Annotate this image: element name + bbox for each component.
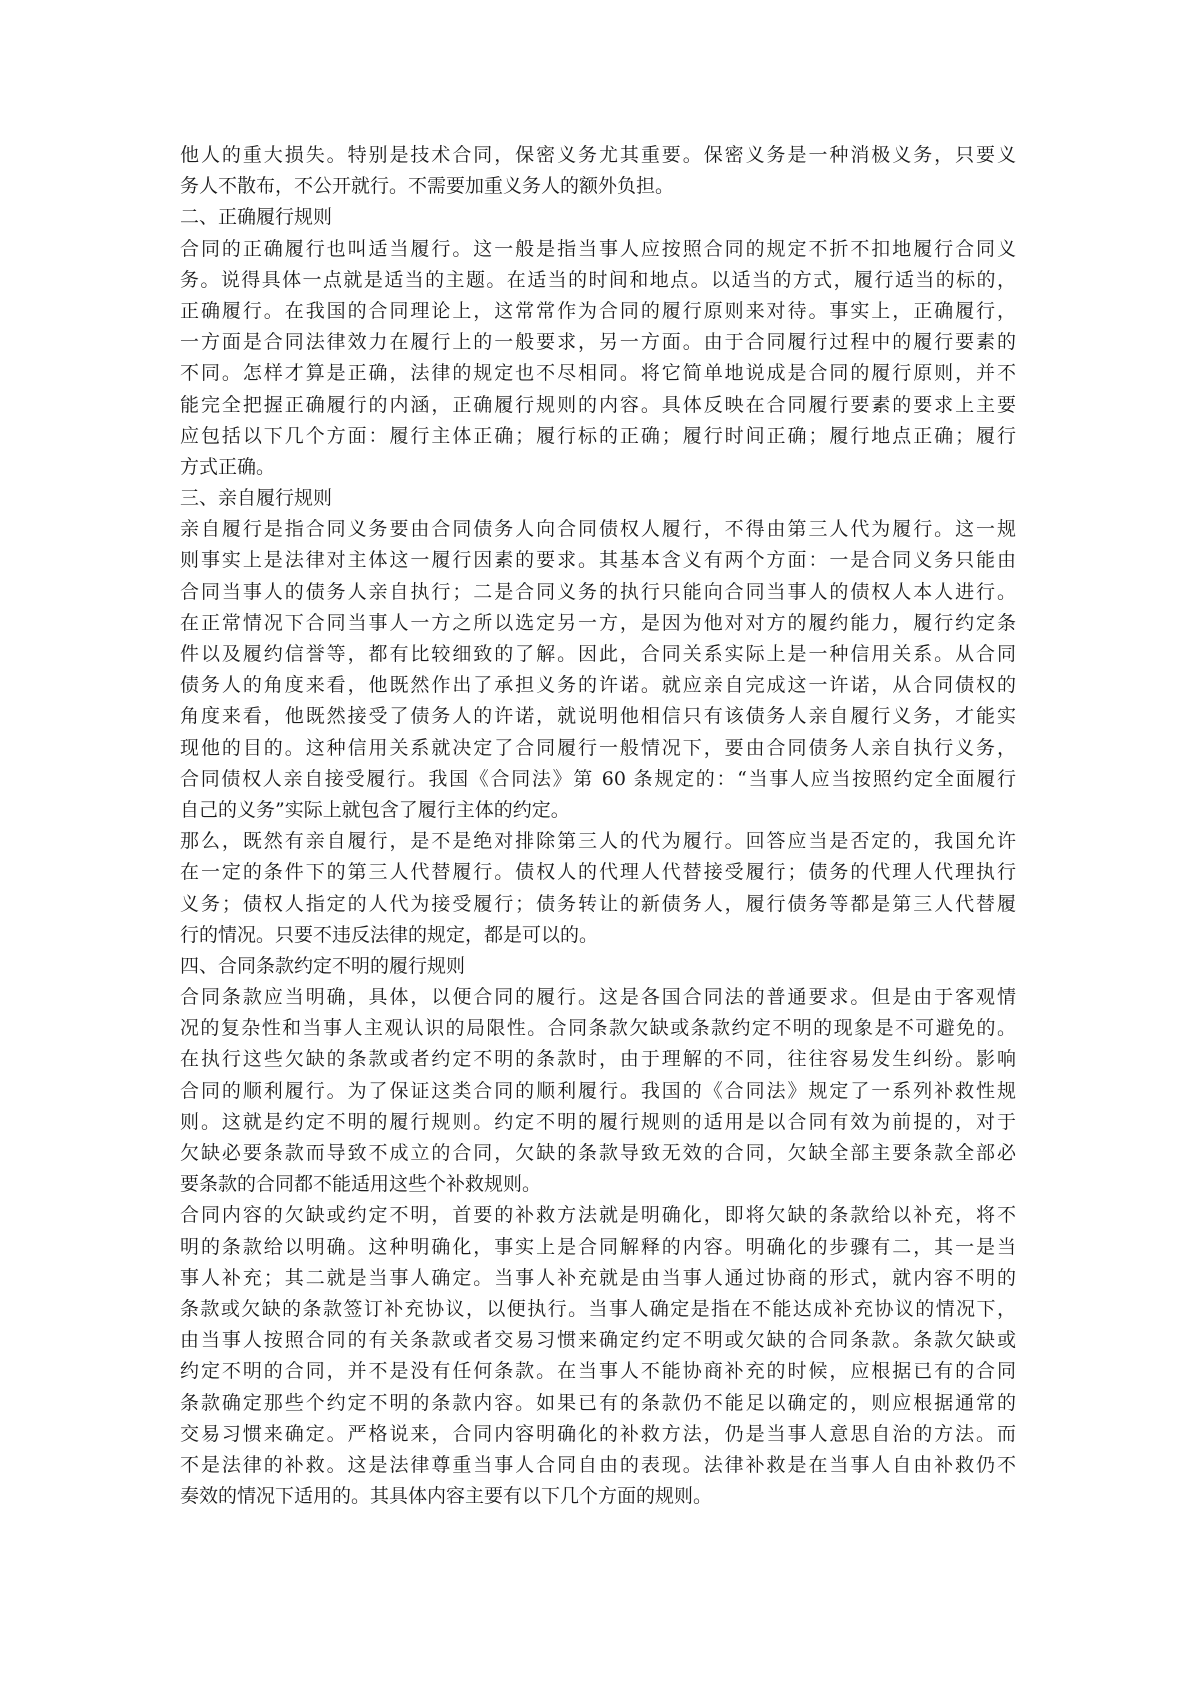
text-line: 约定不明的合同，并不是没有任何条款。在当事人不能协商补充的时候，应根据已有的合同	[180, 1360, 1016, 1383]
text-line: 合同的顺利履行。为了保证这类合同的顺利履行。我国的《合同法》规定了一系列补救性规	[180, 1079, 1016, 1102]
text-line: 交易习惯来确定。严格说来，合同内容明确化的补救方法，仍是当事人意思自治的方法。而	[180, 1422, 1016, 1445]
text-line: 行的情况。只要不违反法律的规定，都是可以的。	[180, 923, 599, 946]
text-line: 况的复杂性和当事人主观认识的局限性。合同条款欠缺或条款约定不明的现象是不可避免的。	[180, 1017, 1016, 1040]
text-line: 义务；债权人指定的人代为接受履行；债务转让的新债务人，履行债务等都是第三人代替履	[180, 892, 1016, 915]
text-line: 务人不散布，不公开就行。不需要加重义务人的额外负担。	[180, 175, 675, 198]
text-line: 不是法律的补救。这是法律尊重当事人合同自由的表现。法律补救是在当事人自由补救仍不	[180, 1453, 1016, 1476]
text-line: 欠缺必要条款而导致不成立的合同，欠缺的条款导致无效的合同，欠缺全部主要条款全部必	[180, 1142, 1016, 1164]
text-line: 能完全把握正确履行的内涵，正确履行规则的内容。具体反映在合同履行要素的要求上主要	[180, 393, 1016, 416]
text-line: 现他的目的。这种信用关系就决定了合同履行一般情况下，要由合同债务人亲自执行义务，	[180, 736, 1016, 759]
text-line: 角度来看，他既然接受了债务人的许诺，就说明他相信只有该债务人亲自履行义务，才能实	[180, 705, 1016, 728]
text-line: 由当事人按照合同的有关条款或者交易习惯来确定约定不明或欠缺的合同条款。条款欠缺或	[180, 1329, 1016, 1352]
text-line: 在一定的条件下的第三人代替履行。债权人的代理人代替接受履行；债务的代理人代理执行	[180, 861, 1016, 884]
text-line: 方式正确。	[180, 455, 276, 478]
text-line: 债务人的角度来看，他既然作出了承担义务的许诺。就应亲自完成这一许诺，从合同债权的	[180, 674, 1016, 697]
text-line: 则事实上是法律对主体这一履行因素的要求。其基本含义有两个方面：一是合同义务只能由	[180, 549, 1016, 572]
text-line: 在正常情况下合同当事人一方之所以选定另一方，是因为他对对方的履约能力，履行约定条	[180, 611, 1016, 634]
text-line: 一方面是合同法律效力在履行上的一般要求，另一方面。由于合同履行过程中的履行要素的	[180, 331, 1016, 354]
text-line: 应包括以下几个方面：履行主体正确；履行标的正确；履行时间正确；履行地点正确；履行	[180, 424, 1016, 447]
text-line: 在执行这些欠缺的条款或者约定不明的条款时，由于理解的不同，往往容易发生纠纷。影响	[180, 1048, 1016, 1071]
text-line: 他人的重大损失。特别是技术合同，保密义务尤其重要。保密义务是一种消极义务，只要义	[180, 144, 1016, 166]
text-line: 正确履行。在我国的合同理论上，这常常作为合同的履行原则来对待。事实上，正确履行，	[180, 299, 1016, 322]
text-line: 合同当事人的债务人亲自执行；二是合同义务的执行只能向合同当事人的债权人本人进行。	[180, 580, 1016, 603]
text-line: 四、合同条款约定不明的履行规则	[180, 954, 466, 977]
text-line: 那么，既然有亲自履行，是不是绝对排除第三人的代为履行。回答应当是否定的，我国允许	[180, 830, 1016, 853]
text-line: 亲自履行是指合同义务要由合同债务人向合同债权人履行，不得由第三人代为履行。这一规	[180, 518, 1016, 541]
text-line: 务。说得具体一点就是适当的主题。在适当的时间和地点。以适当的方式，履行适当的标的，	[180, 268, 1016, 291]
text-line: 自己的义务”实际上就包含了履行主体的约定。	[180, 798, 570, 821]
text-line: 合同条款应当明确，具体，以便合同的履行。这是各国合同法的普通要求。但是由于客观情	[180, 986, 1016, 1009]
text-line: 条款确定那些个约定不明的条款内容。如果已有的条款仍不能足以确定的，则应根据通常的	[180, 1391, 1016, 1414]
text-line: 条款或欠缺的条款签订补充协议，以便执行。当事人确定是指在不能达成补充协议的情况下，	[180, 1297, 1016, 1320]
text-line: 则。这就是约定不明的履行规则。约定不明的履行规则的适用是以合同有效为前提的，对于	[180, 1110, 1016, 1133]
text-line: 不同。怎样才算是正确，法律的规定也不尽相同。将它简单地说成是合同的履行原则，并不	[180, 362, 1016, 385]
text-line: 件以及履约信誉等，都有比较细致的了解。因此，合同关系实际上是一种信用关系。从合同	[180, 643, 1016, 665]
text-line: 合同债权人亲自接受履行。我国《合同法》第 60 条规定的：“当事人应当按照约定全面履行	[180, 767, 1016, 790]
text-line: 二、正确履行规则	[180, 206, 333, 229]
text-line: 合同内容的欠缺或约定不明，首要的补救方法就是明确化，即将欠缺的条款给以补充，将不	[180, 1204, 1016, 1227]
text-line: 事人补充；其二就是当事人确定。当事人补充就是由当事人通过协商的形式，就内容不明的	[180, 1266, 1016, 1289]
text-line: 明的条款给以明确。这种明确化，事实上是合同解释的内容。明确化的步骤有二，其一是当	[180, 1235, 1016, 1258]
text-line: 合同的正确履行也叫适当履行。这一般是指当事人应按照合同的规定不折不扣地履行合同义	[180, 237, 1016, 260]
text-line: 要条款的合同都不能适用这些个补救规则。	[180, 1173, 542, 1196]
document-page	[180, 140, 1016, 1512]
text-line: 三、亲自履行规则	[180, 487, 333, 510]
text-line: 奏效的情况下适用的。其具体内容主要有以下几个方面的规则。	[180, 1485, 713, 1508]
